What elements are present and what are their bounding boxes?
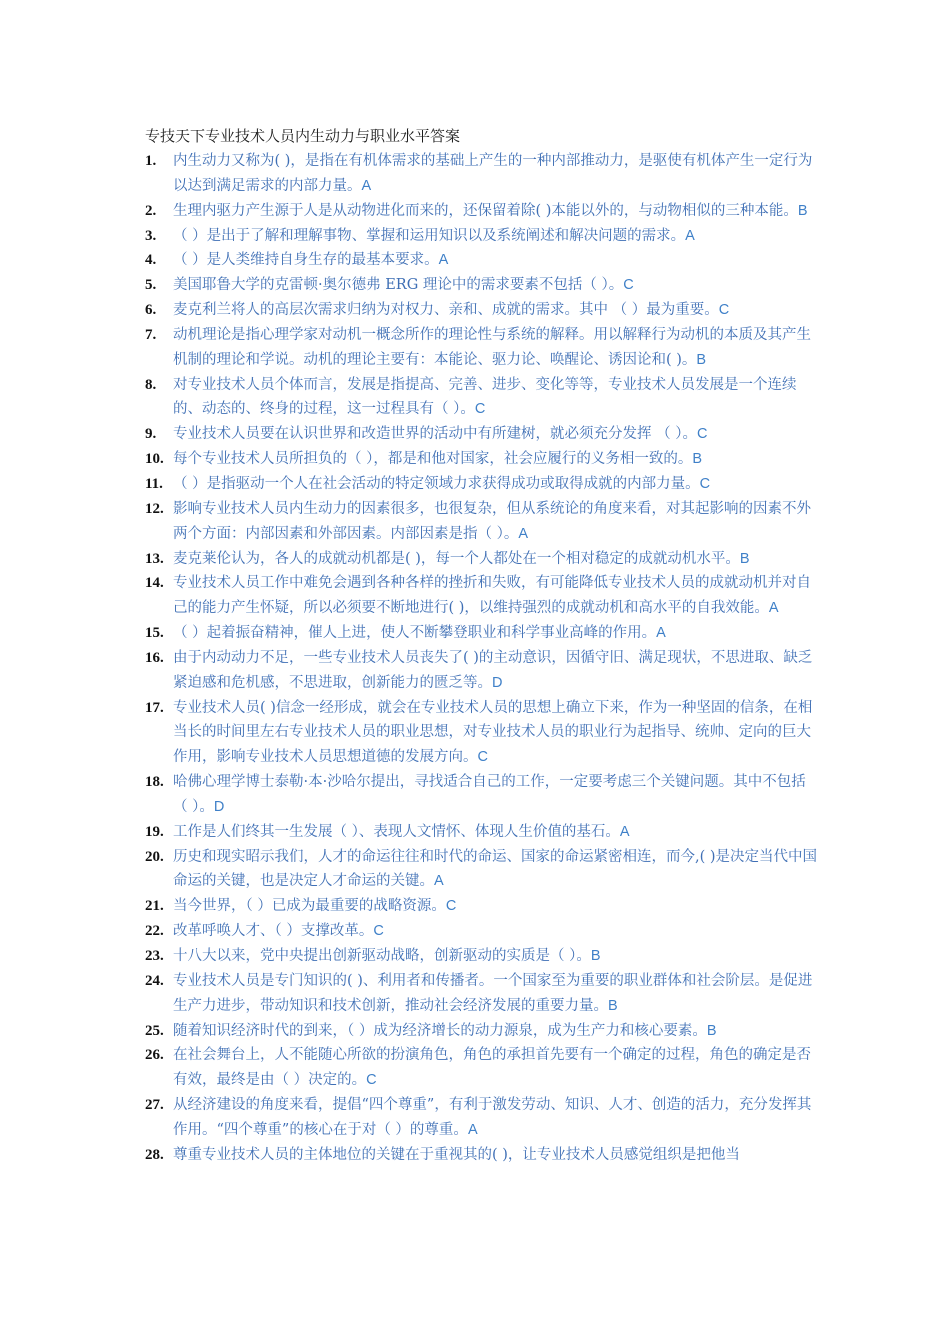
answer-letter: D [492,674,503,691]
question-number: 16. [145,649,164,666]
question-text: 随着知识经济时代的到来，（ ）成为经济增长的动力源泉，成为生产力和核心要素。 [173,1022,707,1039]
question-text: 内生动力又称为( )，是指在有机体需求的基础上产生的一种内部推动力，是驱使有机体产生一定行为以达到满足需求的内部力量。 [173,153,813,194]
answer-letter: B [590,948,601,964]
question-text: 由于内动动力不足，一些专业技术人员丧失了( )的主动意识，因循守旧、满足现状，不思进取、缺乏紧迫感和危机感，不思进取，创新能力的匮乏等。 [173,649,813,691]
question-text: 尊重专业技术人员的主体地位的关键在于重视其的( )，让专业技术人员感觉组织是把他当 [173,1146,740,1163]
question-item [145,323,820,373]
question-item [145,447,820,472]
question-item [145,224,820,249]
answer-letter: A [768,600,779,617]
question-number: 6. [145,302,157,319]
question-number: 3. [145,227,157,244]
question-item [145,894,820,919]
question-number: 12. [145,500,164,517]
question-item [145,298,820,323]
question-number: 21. [145,898,164,915]
question-text: （ ）是指驱动一个人在社会活动的特定领域力求获得成功或取得成就的内部力量。 [173,475,700,492]
question-text: 美国耶鲁大学的克雷顿·奥尔德弗 ERG 理论中的需求要素不包括（ ）。 [173,277,624,294]
answer-letter: A [434,873,444,890]
question-number: 18. [145,774,164,791]
question-item [145,472,820,497]
question-text: 专业技术人员要在认识世界和改造世界的活动中有所建树，就必须充分发挥 （ ）。 [173,426,697,443]
question-item [145,919,820,944]
question-number: 11. [145,475,163,492]
question-text: 历史和现实昭示我们，人才的命运往往和时代的命运、国家的命运紧密相连，而今,( )是决定当代中国命运的关键，也是决定人才命运的关键。 [173,848,818,890]
question-item [145,422,820,447]
question-text: 哈佛心理学博士泰勒·本·沙哈尔提出，寻找适合自己的工作，一定要考虑三个关键问题。其中不包括（ ）。 [173,774,806,815]
question-item [145,547,820,572]
question-number: 7. [145,326,157,343]
answer-letter: B [706,1022,717,1039]
question-text: 工作是人们终其一生发展（ ）、表现人文情怀、体现人生价值的基石。 [173,823,620,840]
answer-letter: A [518,525,529,542]
question-text: 十八大以来，党中央提出创新驱动战略，创新驱动的实质是（ ）。 [173,948,591,964]
question-number: 27. [145,1097,164,1114]
question-list [145,149,820,1168]
question-text: （ ）起着振奋精神，催人上进，使人不断攀登职业和科学事业高峰的作用。 [173,625,657,642]
question-item [145,696,820,771]
question-text: 生理内驱力产生源于人是从动物进化而来的，还保留着除( )本能以外的，与动物相似的三种本能。 [173,202,798,219]
question-item [145,497,820,547]
answer-letter: B [739,550,750,567]
answer-letter: A [467,1121,478,1138]
question-number: 15. [145,625,164,642]
question-item [145,1019,820,1044]
question-number: 24. [145,972,164,989]
question-item [145,820,820,845]
answer-letter: C [366,1072,377,1089]
question-number: 17. [145,699,164,716]
question-number: 23. [145,948,164,964]
answer-letter: C [623,277,634,294]
question-item [145,969,820,1019]
answer-letter: B [692,451,703,468]
answer-letter: B [608,997,618,1014]
question-number: 9. [145,426,157,443]
question-number: 8. [145,376,157,393]
question-text: 专业技术人员是专门知识的( )、利用者和传播者。一个国家至为重要的职业群体和社会阶层。是促进生产力进步，带动知识和技术创新，推动社会经济发展的重要力量。 [173,972,813,1014]
question-number: 2. [145,202,157,219]
question-item [145,373,820,423]
answer-letter: A [619,823,630,840]
question-text: 麦克利兰将人的高层次需求归纳为对权力、亲和、成就的需求。其中 （ ）最为重要。 [173,302,719,319]
question-item [145,248,820,273]
answer-letter: C [699,475,711,492]
question-item [145,770,820,820]
question-item [145,571,820,621]
question-number: 26. [145,1047,164,1064]
question-item [145,845,820,895]
question-item [145,1093,820,1143]
answer-letter: B [797,202,808,219]
answer-letter: D [213,798,225,815]
document-title: 专技天下专业技术人员内生动力与职业水平答案 [145,127,461,145]
question-number: 1. [145,153,157,169]
question-text: （ ）是出于了解和理解事物、掌握和运用知识以及系统阐述和解决问题的需求。 [173,227,686,244]
question-number: 4. [145,252,157,269]
question-number: 13. [145,550,164,567]
question-text: 影响专业技术人员内生动力的因素很多，也很复杂，但从系统论的角度来看，对其起影响的因素不外两个方面：内部因素和外部因素。内部因素是指（ ）。 [173,500,811,542]
question-number: 20. [145,848,164,865]
question-text: 改革呼唤人才、（ ）支撑改革。 [173,923,374,940]
answer-letter: B [696,351,707,368]
question-text: 对专业技术人员个体而言，发展是指提高、完善、进步、变化等等，专业技术人员发展是一个连续的、动态的、终身的过程，这一过程具有（ ）。 [173,376,797,418]
question-text: 麦克莱伦认为，各人的成就动机都是( )，每一个人都处在一个相对稳定的成就动机水平。 [173,550,740,567]
answer-letter: C [696,426,708,443]
answer-letter: C [474,401,486,418]
answer-letter: A [361,177,372,194]
question-text: 动机理论是指心理学家对动机一概念所作的理论性与系统的解释。用以解释行为动机的本质及其产生机制的理论和学说。动机的理论主要有：本能论、驱力论、唤醒论、诱因论和( )。 [173,326,811,368]
answer-letter: C [373,923,384,940]
answer-letter: C [445,898,457,915]
answer-letter: A [438,252,449,269]
question-number: 25. [145,1022,164,1039]
question-item [145,1043,820,1093]
question-item [145,199,820,224]
question-item [145,1143,820,1168]
question-text: 专业技术人员( )信念一经形成，就会在专业技术人员的思想上确立下来，作为一种坚固的信条，在相当长的时间里左右专业技术人员的职业思想，对专业技术人员的职业行为起指导、统帅、定向的巨大作用，影响专业技术人员思想道德的发展方向。 [173,699,813,766]
question-item [145,149,820,199]
question-item [145,273,820,298]
question-number: 5. [145,277,157,294]
question-number: 19. [145,823,164,840]
question-text: 在社会舞台上，人不能随心所欲的扮演角色，角色的承担首先要有一个确定的过程，角色的确定是否有效，最终是由（ ）决定的。 [173,1047,811,1089]
answer-letter: A [685,227,695,244]
answer-letter: C [718,302,730,319]
question-text: 专业技术人员工作中难免会遇到各种各样的挫折和失败，有可能降低专业技术人员的成就动机并对自己的能力产生怀疑，所以必须要不断地进行( )，以维持强烈的成就动机和高水平的自我效能。 [173,575,811,617]
question-number: 10. [145,451,164,468]
question-number: 28. [145,1146,164,1163]
question-number: 22. [145,923,164,940]
question-number: 14. [145,575,164,592]
answer-letter: C [477,749,488,766]
question-item [145,621,820,646]
question-text: （ ）是人类维持自身生存的最基本要求。 [173,252,439,269]
question-item [145,944,820,969]
question-text: 当今世界，（ ）已成为最重要的战略资源。 [173,898,446,915]
question-text: 每个专业技术人员所担负的（ ），都是和他对国家，社会应履行的义务相一致的。 [173,451,693,468]
question-text: 从经济建设的角度来看，提倡“四个尊重”，有利于激发劳动、知识、人才、创造的活力，充分发挥其作用。“四个尊重”的核心在于对（ ）的尊重。 [173,1097,812,1138]
answer-letter: A [656,625,666,642]
question-item [145,646,820,696]
